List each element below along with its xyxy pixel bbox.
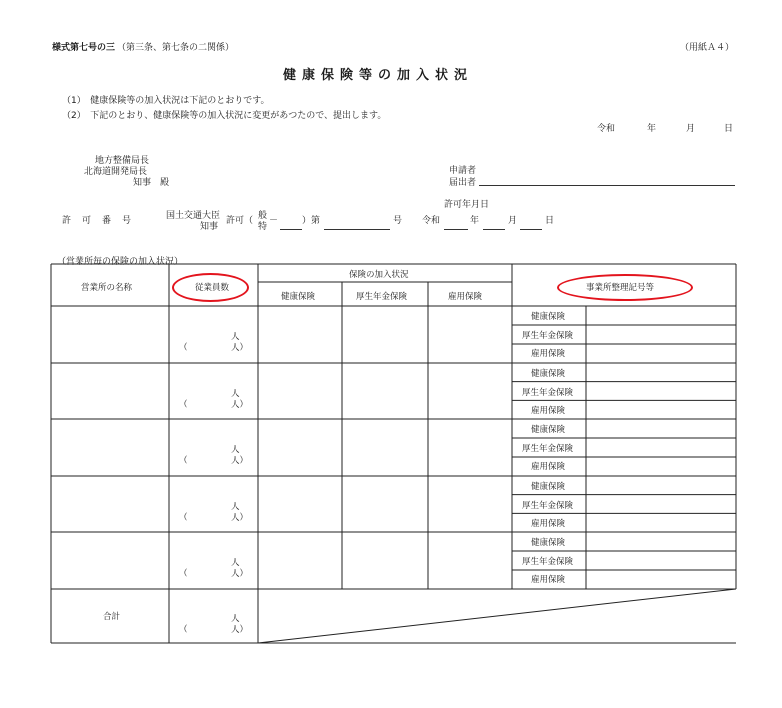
permit-minister: 国土交通大臣 — [166, 211, 221, 221]
employee-paren-close: 人） — [231, 569, 249, 579]
permit-date-label: 許可年月日 — [444, 200, 490, 210]
permit-month: 月 — [508, 216, 518, 226]
permit-general: 般 — [258, 211, 268, 221]
col-header-pension: 厚生年金保険 — [356, 292, 408, 302]
table-caption: （営業所毎の保険の加入状況） — [57, 257, 184, 267]
office-codes-highlight-oval — [557, 274, 693, 301]
col-header-employees: 従業員数 — [195, 283, 230, 293]
date-month: 月 — [686, 124, 696, 134]
permit-close: ）第 — [302, 216, 321, 226]
addressee-line1: 地方整備局長 — [95, 156, 150, 166]
addressee-line2: 北海道開発局長 — [84, 167, 148, 177]
insurance-type-label: 健康保険 — [531, 482, 566, 492]
form-id-rest: （第三条、第七条の二関係） — [117, 43, 235, 53]
insurance-type-label: 雇用保険 — [531, 462, 566, 473]
employee-count-unit: 人 — [231, 558, 240, 568]
col-header-name: 営業所の名称 — [81, 283, 133, 293]
insurance-type-label: 雇用保険 — [531, 406, 566, 417]
employee-paren-open: （ — [179, 569, 188, 579]
permit-dash: － — [269, 216, 279, 226]
form-id-bold: 様式第七号の三 — [52, 43, 116, 53]
insurance-type-label: 健康保険 — [531, 425, 566, 435]
employee-paren-open: （ — [179, 456, 188, 466]
col-header-employment: 雇用保険 — [448, 292, 483, 302]
total-diagonal — [258, 589, 736, 643]
note-2: （2） 下記のとおり、健康保険等の加入状況に変更があつたので、提出します。 — [62, 111, 387, 121]
col-header-health: 健康保険 — [281, 292, 316, 302]
date-day: 日 — [724, 124, 734, 134]
employee-count-unit: 人 — [231, 445, 240, 455]
permit-number-line[interactable] — [324, 229, 390, 230]
permit-number-label: 許 可 番 号 — [62, 216, 133, 226]
insurance-type-label: 厚生年金保険 — [522, 387, 574, 398]
insurance-type-label: 雇用保険 — [531, 519, 566, 530]
employee-count-unit: 人 — [231, 502, 240, 512]
permit-day-line[interactable] — [520, 229, 542, 230]
employee-paren-close: 人） — [231, 400, 249, 410]
col-header-office-codes: 事業所整理記号等 — [586, 283, 655, 293]
addressee-line3: 知事 殿 — [133, 178, 170, 188]
employee-paren-close: 人） — [231, 456, 249, 466]
permit-year: 年 — [470, 216, 480, 226]
date-year: 年 — [647, 124, 657, 134]
employee-paren-open: （ — [179, 400, 188, 410]
paper-size: （用紙Ａ４） — [680, 43, 735, 53]
total-label: 合計 — [103, 612, 121, 622]
employees-highlight-oval — [172, 273, 249, 302]
employee-paren-open: （ — [179, 513, 188, 523]
page-title: 健康保険等の加入状況 — [283, 68, 474, 83]
applicant-name-line[interactable] — [479, 185, 735, 186]
employee-paren-close: 人） — [231, 343, 249, 353]
employee-paren-open: （ — [179, 343, 188, 353]
permit-month-line[interactable] — [483, 229, 505, 230]
insurance-type-label: 厚生年金保険 — [522, 556, 574, 567]
insurance-type-label: 雇用保険 — [531, 575, 566, 586]
total-paren-open: （ — [179, 625, 188, 635]
notifier-label: 届出者 — [449, 178, 477, 188]
note-1: （1） 健康保険等の加入状況は下記のとおりです。 — [62, 96, 270, 106]
col-header-insurance-status: 保険の加入状況 — [349, 270, 409, 280]
insurance-type-label: 厚生年金保険 — [522, 443, 574, 454]
employee-count-unit: 人 — [231, 332, 240, 342]
permit-year-line[interactable] — [444, 229, 468, 230]
permit-special: 特 — [258, 222, 268, 232]
employee-count-unit: 人 — [231, 389, 240, 399]
insurance-type-label: 健康保険 — [531, 369, 566, 379]
date-era: 令和 — [597, 124, 616, 134]
insurance-type-label: 雇用保険 — [531, 349, 566, 360]
permit-day: 日 — [545, 216, 555, 226]
insurance-type-label: 厚生年金保険 — [522, 330, 574, 341]
insurance-type-label: 厚生年金保険 — [522, 500, 574, 511]
insurance-type-label: 健康保険 — [531, 312, 566, 322]
insurance-type-label: 健康保険 — [531, 538, 566, 548]
applicant-label: 申請者 — [449, 166, 477, 176]
permit-number-suffix: 号 — [393, 216, 403, 226]
total-paren-close: 人） — [231, 625, 249, 635]
permit-category-line[interactable] — [280, 229, 302, 230]
permit-word: 許可（ — [226, 216, 254, 226]
permit-governor: 知事 — [200, 222, 219, 232]
permit-era: 令和 — [422, 216, 441, 226]
total-person-unit: 人 — [231, 614, 240, 624]
employee-paren-close: 人） — [231, 513, 249, 523]
